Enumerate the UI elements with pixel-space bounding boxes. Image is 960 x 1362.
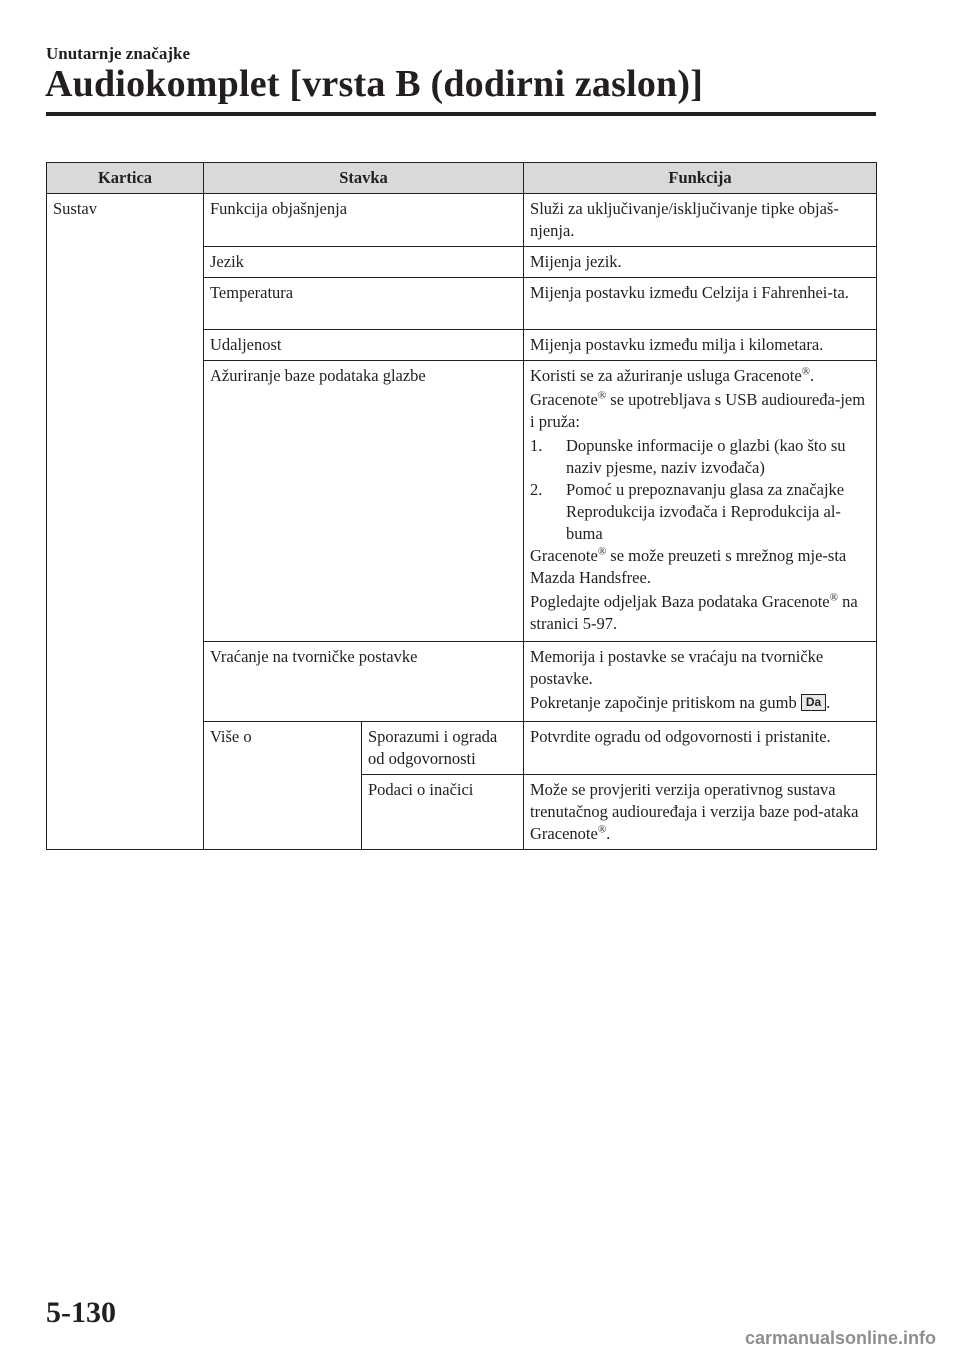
list-item: 2. Pomoć u prepoznavanju glasa za značajke Reprodukcija izvođača i Reprodukcija al-buma bbox=[530, 480, 845, 543]
item-cell: Jezik bbox=[204, 247, 524, 278]
list-item: 1. Dopunske informacije o glazbi (kao što su naziv pjesme, naziv izvođača) bbox=[530, 436, 846, 477]
item-cell: Funkcija objašnjenja bbox=[204, 194, 524, 247]
table-header-row bbox=[47, 163, 877, 194]
reset-paragraph: Pokretanje započinje pritiskom na gumb Da . bbox=[530, 693, 831, 712]
table-row bbox=[47, 194, 877, 247]
section-label: Unutarnje značajke bbox=[46, 44, 191, 63]
music-db-paragraph: Gracenote® se upotrebljava s USB audiouređa-jem i pruža: bbox=[530, 389, 866, 431]
music-db-paragraph: Koristi se za ažuriranje usluga Gracenote®. bbox=[530, 365, 815, 385]
function-cell: Mijenja postavku između milja i kilometara. bbox=[524, 330, 877, 361]
sub-item-cell: Podaci o inačici bbox=[362, 775, 524, 850]
settings-table bbox=[46, 162, 877, 850]
item-cell-vise-o: Više o bbox=[204, 722, 362, 850]
sub-item-cell: Sporazumi i ograda od odgovornosti bbox=[362, 722, 524, 775]
function-cell-factory-reset bbox=[524, 642, 877, 722]
kartica-sustav: Sustav bbox=[47, 194, 204, 850]
header-stavka: Stavka bbox=[204, 163, 524, 194]
music-db-steps bbox=[530, 435, 870, 545]
function-cell: Može se provjeriti verzija operativnog sustava trenutačnog audiouređaja i verzija baze pod-ataka Gracenote®. bbox=[524, 775, 877, 850]
da-key-icon: Da bbox=[801, 694, 826, 711]
function-cell: Potvrdite ogradu od odgovornosti i pristanite. bbox=[524, 722, 877, 775]
item-cell: Udaljenost bbox=[204, 330, 524, 361]
music-db-paragraph: Gracenote® se može preuzeti s mrežnog mje-sta Mazda Handsfree. bbox=[530, 545, 847, 587]
item-cell: Temperatura bbox=[204, 278, 524, 330]
music-db-paragraph: Pogledajte odjeljak Baza podataka Gracenote® na stranici 5-97. bbox=[530, 591, 858, 633]
item-cell-factory-reset: Vraćanje na tvorničke postavke bbox=[204, 642, 524, 722]
reset-paragraph: Memorija i postavke se vraćaju na tvorničke postavke. bbox=[530, 647, 824, 688]
function-cell: Mijenja jezik. bbox=[524, 247, 877, 278]
watermark-link[interactable]: carmanualsonline.info bbox=[744, 1328, 936, 1348]
page-number: 5-130 bbox=[46, 1296, 116, 1329]
page-title: Audiokomplet [vrsta B (dodirni zaslon)] bbox=[45, 63, 704, 105]
function-cell: Mijenja postavku između Celzija i Fahrenhei-ta. bbox=[524, 278, 877, 330]
header-funkcija: Funkcija bbox=[524, 163, 877, 194]
function-cell-music-db bbox=[524, 361, 877, 642]
item-cell-music-db: Ažuriranje baze podataka glazbe bbox=[204, 361, 524, 642]
function-cell: Služi za uključivanje/isključivanje tipke objaš-njenja. bbox=[524, 194, 877, 247]
title-rule bbox=[46, 112, 876, 116]
header-kartica: Kartica bbox=[47, 163, 204, 194]
